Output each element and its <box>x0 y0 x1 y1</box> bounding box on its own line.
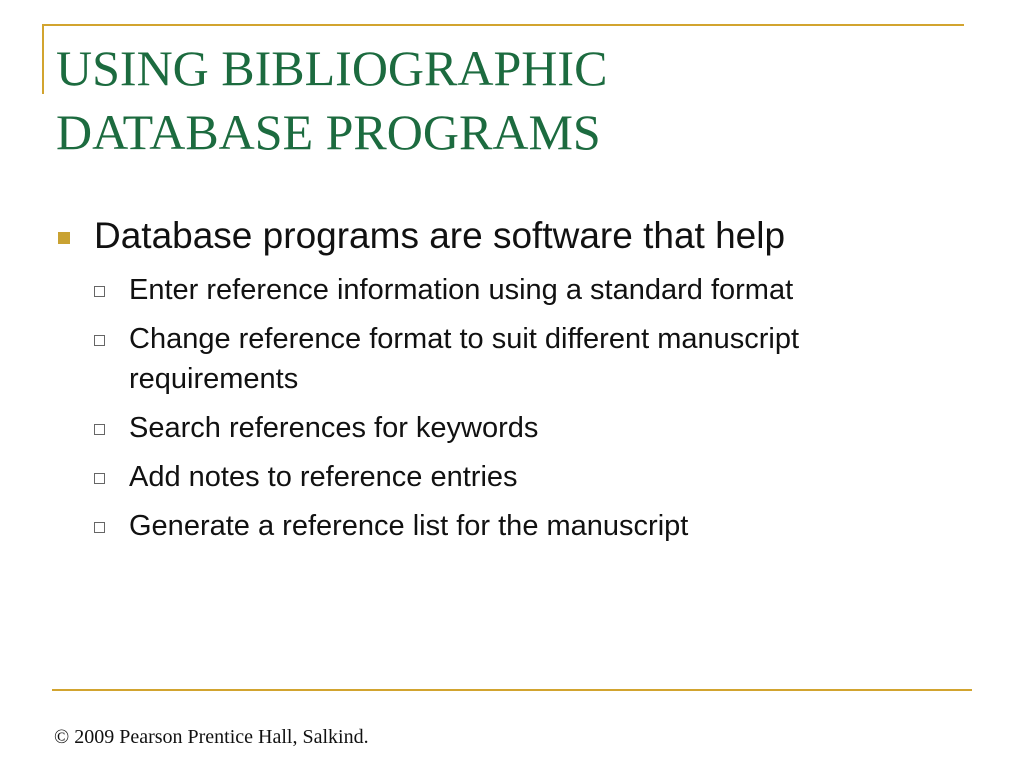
sub-bullet-item <box>94 319 958 399</box>
slide-content <box>58 212 958 555</box>
hollow-square-bullet-icon <box>94 424 105 435</box>
square-bullet-icon <box>58 232 70 244</box>
main-bullet-text: Database programs are software that help <box>94 215 786 256</box>
left-accent-line <box>42 24 44 94</box>
sub-bullet-text: Search references for keywords <box>129 412 539 444</box>
sub-bullet-item <box>94 270 958 310</box>
hollow-square-bullet-icon <box>94 473 105 484</box>
sub-bullet-text: Enter reference information using a standard format <box>129 274 794 306</box>
main-bullet-item <box>58 212 958 260</box>
hollow-square-bullet-icon <box>94 286 105 297</box>
sub-bullet-text: Add notes to reference entries <box>129 461 518 493</box>
slide-title <box>56 36 956 164</box>
title-line-1: USING BIBLIOGRAPHIC <box>56 40 608 96</box>
sub-bullet-item <box>94 408 958 448</box>
sub-bullet-item <box>94 506 958 546</box>
sub-bullet-list <box>94 270 958 546</box>
footer-divider <box>52 689 972 691</box>
top-accent-line <box>42 24 964 26</box>
hollow-square-bullet-icon <box>94 522 105 533</box>
sub-bullet-text: Change reference format to suit different manuscript requirements <box>129 323 800 395</box>
copyright-footer: © 2009 Pearson Prentice Hall, Salkind. <box>54 726 369 748</box>
sub-bullet-text: Generate a reference list for the manuscript <box>129 510 689 542</box>
hollow-square-bullet-icon <box>94 335 105 346</box>
title-line-2: DATABASE PROGRAMS <box>56 104 601 160</box>
sub-bullet-item <box>94 457 958 497</box>
